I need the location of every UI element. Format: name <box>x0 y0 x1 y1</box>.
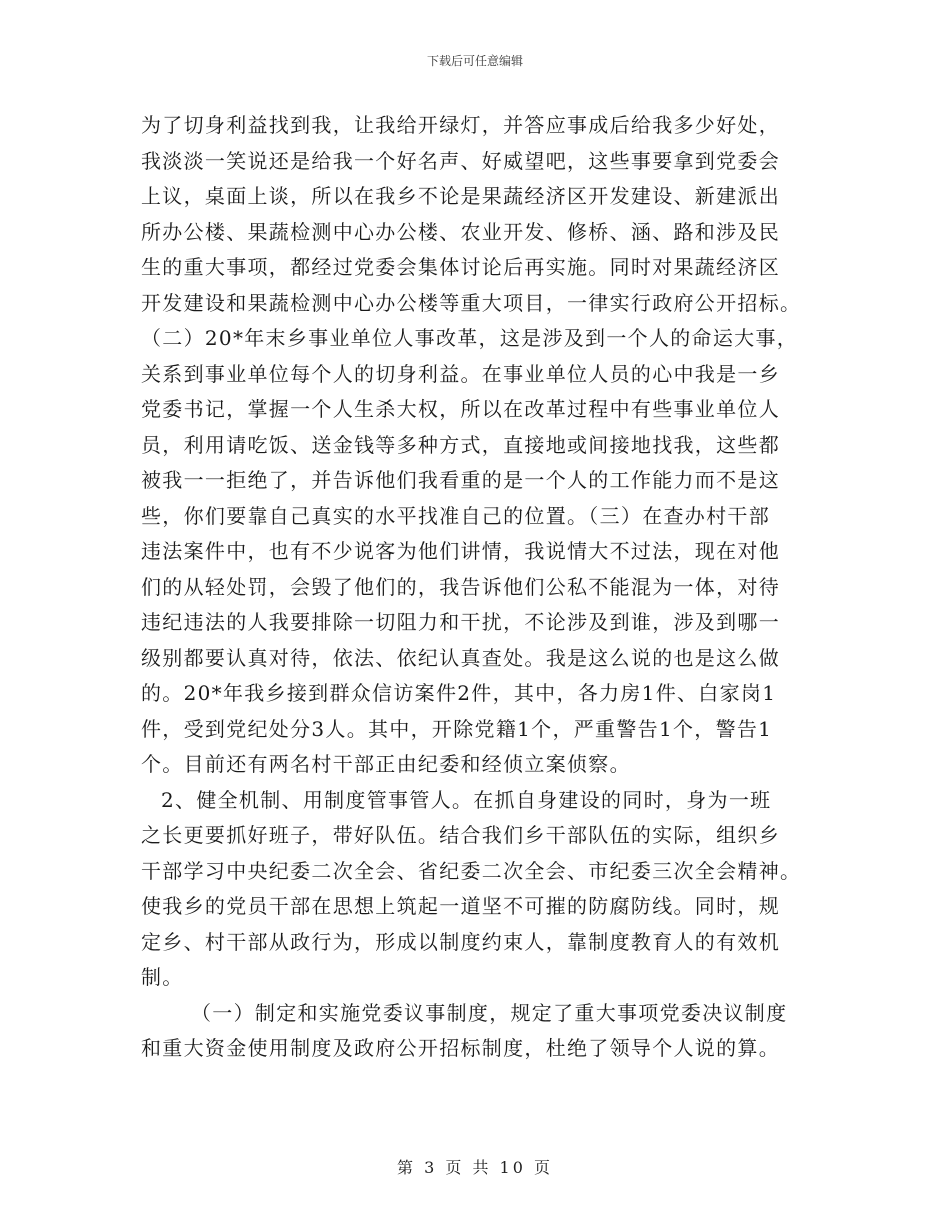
page-footer: 第 3 页 共 10 页 <box>397 1158 553 1177</box>
text-line: 制。 <box>141 965 184 989</box>
text-line: 之长更要抓好班子，带好队伍。结合我们乡干部队伍的实际，组织乡 <box>141 823 780 847</box>
text-line: 员，利用请吃饭、送金钱等多种方式，直接地或间接地找我，这些都 <box>141 432 780 457</box>
text-line: 违法案件中，也有不少说客为他们讲情，我说情大不过法，现在对他 <box>141 539 780 563</box>
text-line: （二）20*年末乡事业单位人事改革，这是涉及到一个人的命运大事， <box>141 326 799 350</box>
text-line: 干部学习中央纪委二次全会、省纪委二次全会、市纪委三次全会精神。 <box>141 858 802 883</box>
text-line: 被我一一拒绝了，并告诉他们我看重的是一个人的工作能力而不是这 <box>141 468 780 492</box>
text-line: 们的从轻处罚，会毁了他们的，我告诉他们公私不能混为一体，对待 <box>141 574 780 599</box>
text-line: 件，受到党纪处分3人。其中，开除党籍1个，严重警告1个，警告1 <box>141 716 773 741</box>
text-line: 为了切身利益找到我，让我给开绿灯，并答应事成后给我多少好处， <box>141 113 780 137</box>
text-line: 开发建设和果蔬检测中心办公楼等重大项目，一律实行政府公开招标。 <box>141 290 802 315</box>
text-line: 上议，桌面上谈，所以在我乡不论是果蔬经济区开发建设、新建派出 <box>141 184 780 208</box>
text-line: 违纪违法的人我要排除一切阻力和干扰，不论涉及到谁，涉及到哪一 <box>141 610 780 634</box>
text-line: 党委书记，掌握一个人生杀大权，所以在改革过程中有些事业单位人 <box>141 397 780 421</box>
text-line: 些，你们要靠自己真实的水平找准自己的位置。（三）在查办村干部 <box>141 503 770 528</box>
text-line: （一）制定和实施党委议事制度，规定了重大事项党委决议制度 <box>191 1000 788 1025</box>
text-line: 2、健全机制、用制度管事管人。在抓自身建设的同时，身为一班 <box>161 787 772 812</box>
text-line: 级别都要认真对待，依法、依纪认真查处。我是这么说的也是这么做 <box>141 645 780 670</box>
text-line: 定乡、村干部从政行为，形成以制度约束人，靠制度教育人的有效机 <box>141 929 780 954</box>
page-header: 下载后可任意编辑 <box>426 54 523 68</box>
text-line: 关系到事业单位每个人的切身利益。在事业单位人员的心中我是一乡 <box>141 361 780 386</box>
text-line: 使我乡的党员干部在思想上筑起一道坚不可摧的防腐防线。同时，规 <box>141 894 780 918</box>
text-line: 的。20*年我乡接到群众信访案件2件，其中，各力房1件、白家岗1 <box>141 681 777 705</box>
document-body <box>141 108 813 1067</box>
text-line: 个。目前还有两名村干部正由纪委和经侦立案侦察。 <box>141 752 631 776</box>
text-line: 我淡淡一笑说还是给我一个好名声、好威望吧，这些事要拿到党委会 <box>141 148 780 173</box>
text-line: 生的重大事项，都经过党委会集体讨论后再实施。同时对果蔬经济区 <box>141 255 780 279</box>
text-line: 和重大资金使用制度及政府公开招标制度，杜绝了领导个人说的算。 <box>141 1036 780 1060</box>
text-line: 所办公楼、果蔬检测中心办公楼、农业开发、修桥、涵、路和涉及民 <box>141 219 780 244</box>
